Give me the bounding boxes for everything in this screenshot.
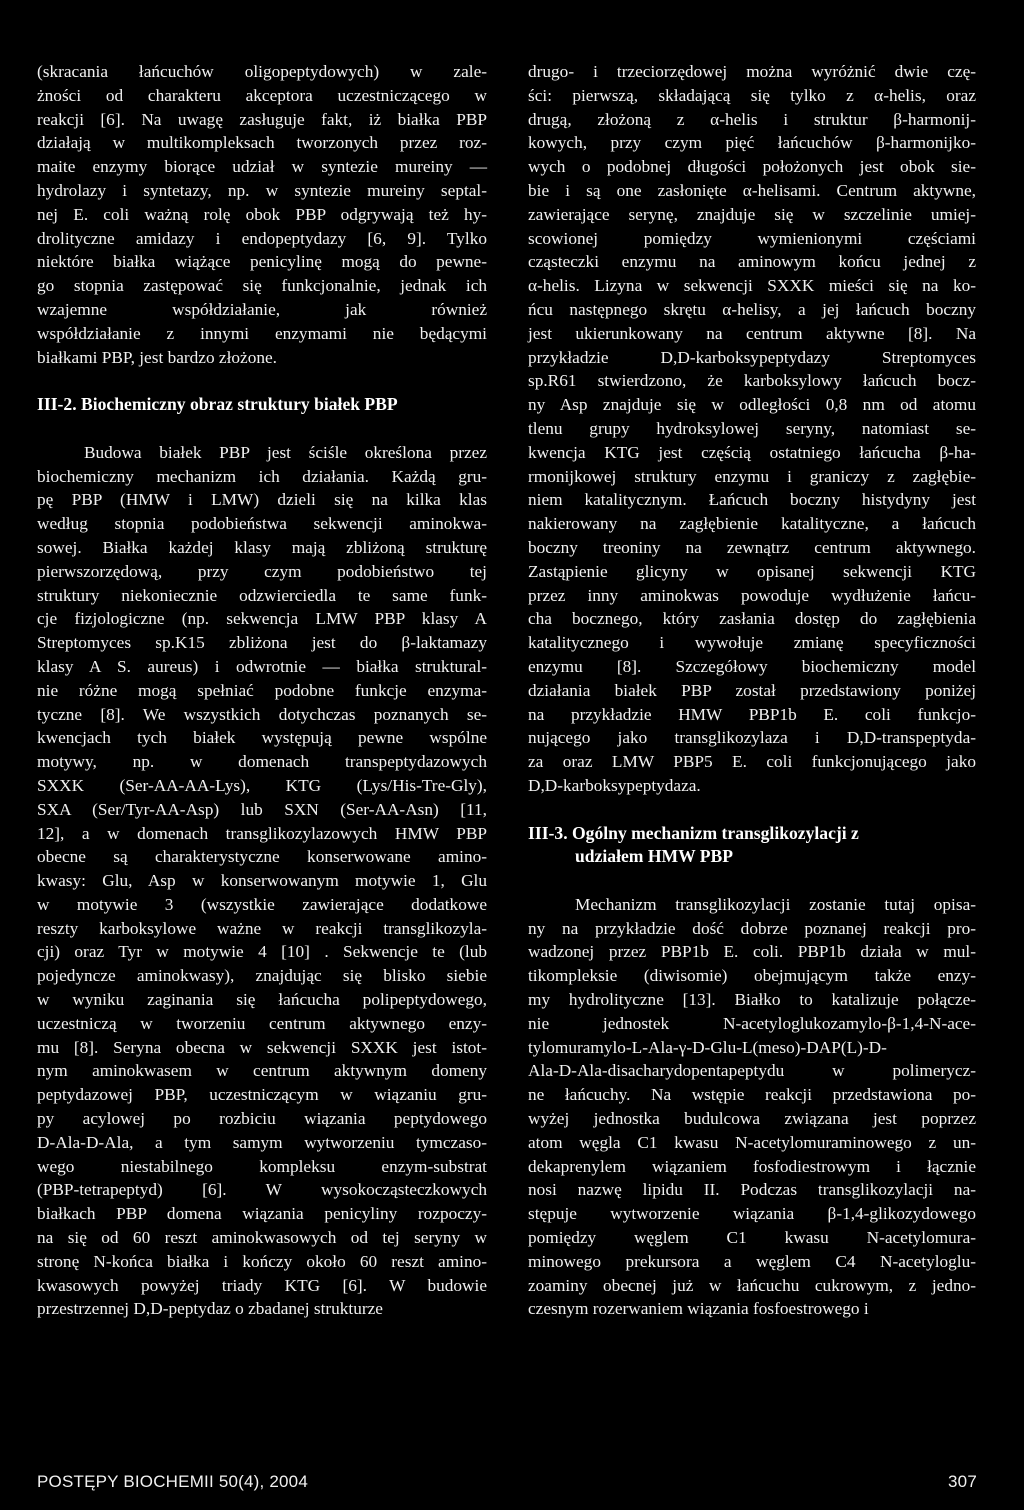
text-line: pojedyncze aminokwasy), znajdując się blisko siebie <box>37 966 487 986</box>
text-line: tyczne [8]. We wszystkich dotychczas poznanych se- <box>37 704 487 724</box>
text-line: niektóre białka wiążące penicylinę mogą do pewne- <box>37 252 487 272</box>
text-line: nującego jako transglikozylaza i D,D-transpeptyda- <box>528 728 976 748</box>
text-line: przykładzie D,D-karboksypeptydazy Streptomyces <box>528 347 976 367</box>
text-line: tlenu grupy hydroksylowej seryny, natomiast se- <box>528 418 976 438</box>
text-line: ny Asp znajduje się w odległości 0,8 nm od atomu <box>528 395 976 415</box>
text-line: na się od 60 reszt aminokwasowych od tej seryny w <box>37 1228 487 1248</box>
text-line: działania białek PBP został przedstawiony poniżej <box>528 680 976 700</box>
text-line: SXA (Ser/Tyr-AA-Asp) lub SXN (Ser-AA-Asn) [11, <box>37 799 487 819</box>
text-line: wego niestabilnego kompleksu enzym-substrat <box>37 1156 487 1176</box>
text-line: Zastąpienie glicyny w opisanej sekwencji KTG <box>528 561 976 581</box>
text-line: reakcji [6]. Na uwagę zasługuje fakt, iż białka PBP <box>37 109 487 129</box>
text-line: (PBP-tetrapeptyd) [6]. W wysokocząsteczkowych <box>37 1180 487 1200</box>
text-line: uczestniczą w tworzeniu centrum aktywnego enzy- <box>37 1013 487 1033</box>
section-heading-iii-3-line2: udziałem HMW PBP <box>575 846 734 867</box>
text-line: stępuje wytworzenie wiązania β-1,4-glikozydowego <box>528 1204 976 1224</box>
text-line: kwencjach tych białek występują pewne wspólne <box>37 728 487 748</box>
text-line: wadzonej przez PBP1b E. coli. PBP1b działa w mul- <box>528 942 976 962</box>
text-line: drugą, złożoną z α-helis i struktur β-harmonij- <box>528 109 976 129</box>
text-line: mu [8]. Seryna obecna w sekwencji SXXK jest istot- <box>37 1037 487 1057</box>
text-line: cji) oraz Tyr w motywie 4 [10] . Sekwencje te (lub <box>37 942 487 962</box>
text-line: motywy, np. w domenach transpeptydazowych <box>37 752 487 772</box>
text-line: białkach PBP domena wiązania penicyliny rozpoczy- <box>37 1204 487 1224</box>
text-line: przestrzennej D,D-peptydaz o zbadanej strukturze <box>37 1299 383 1319</box>
text-line: tikompleksie (diwisomie) obejmującym także enzy- <box>528 966 976 986</box>
text-line: przez inny aminokwas powoduje wydłużenie łańcu- <box>528 585 976 605</box>
section-heading-iii-3-line1: III-3. Ogólny mechanizm transglikozylacji z <box>528 822 859 843</box>
left-paragraph-1 <box>37 60 487 369</box>
text-line: nej E. coli ważną rolę obok PBP odgrywają też hy- <box>37 204 487 224</box>
text-line: w wyniku zaginania się łańcucha polipeptydowego, <box>37 990 487 1010</box>
text-line: pę PBP (HMW i LMW) dzieli się na kilka klas <box>37 490 487 510</box>
text-line: ny na przykładzie dość dobrze poznanej reakcji pro- <box>528 918 976 938</box>
text-line: reszty karboksylowe ważne w reakcji transglikozyla- <box>37 918 487 938</box>
text-line: rmonijkowej struktury enzymu i graniczy z zagłębie- <box>528 466 976 486</box>
text-line: α-helis. Lizyna w sekwencji SXXK mieści się na ko- <box>528 276 976 296</box>
right-paragraph-1 <box>528 60 976 798</box>
text-line: drolityczne amidazy i endopeptydazy [6, 9]. Tylko <box>37 228 487 248</box>
text-line: bie i są one zasłonięte α-helisami. Centrum aktywne, <box>528 180 976 200</box>
text-line: żności od charakteru akceptora uczestniczącego w <box>37 85 487 105</box>
text-line: go stopnia zastępować się funkcjonalnie, jednak ich <box>37 276 487 296</box>
text-line: wzajemne współdziałanie, jak również <box>37 299 487 319</box>
text-line: D,D-karboksypeptydaza. <box>528 775 701 795</box>
text-line: kwasowych powyżej triady KTG [6]. W budowie <box>37 1275 487 1295</box>
text-line: cje fizjologiczne (np. sekwencja LMW PBP klasy A <box>37 609 487 629</box>
text-line: wyżej jednostka budulcowa związana jest poprzez <box>528 1109 976 1129</box>
text-line: atom węgla C1 kwasu N-acetylomuraminowego z un- <box>528 1132 976 1152</box>
text-line: boczny treoniny na zewnątrz centrum aktywnego. <box>528 537 976 557</box>
text-line: zawierające serynę, znajduje się w szczelinie umiej- <box>528 204 976 224</box>
text-line: niem katalitycznym. Łańcuch boczny histydyny jest <box>528 490 976 510</box>
text-line: kowych, przy czym pięć łańcuchów β-harmonijko- <box>528 133 976 153</box>
text-line: pomiędzy węglem C1 kwasu N-acetylomura- <box>528 1228 976 1248</box>
text-line: zoaminy obecnej już w łańcuchu cukrowym, z jedno- <box>528 1275 976 1295</box>
page-number: 307 <box>948 1472 977 1491</box>
text-line: cha bocznego, który zasłania dostęp do zagłębienia <box>528 609 976 629</box>
text-line: nie jednostek N-acetyloglukozamylo-β-1,4-N-ace- <box>528 1013 976 1033</box>
text-line: Mechanizm transglikozylacji zostanie tutaj opisa- <box>575 894 976 914</box>
text-line: w motywie 3 (wszystkie zawierające dodatkowe <box>37 894 487 914</box>
text-line: katalitycznego i wywołuje zmianę specyficzności <box>528 633 976 653</box>
text-line: działają w multikompleksach tworzonych przez roz- <box>37 133 487 153</box>
text-line: D-Ala-D-Ala, a tym samym wytworzeniu tymczaso- <box>37 1132 487 1152</box>
text-line: enzymu [8]. Szczegółowy biochemiczny model <box>528 656 976 676</box>
text-line: hydrolazy i syntetazy, np. w syntezie mureiny septal- <box>37 180 487 200</box>
text-line: py acylowej po rozbiciu wiązania peptydowego <box>37 1109 487 1129</box>
text-line: obecne są charakterystyczne konserwowane amino- <box>37 847 487 867</box>
left-paragraph-2 <box>37 441 487 1321</box>
text-line: struktury niekoniecznie odzwierciedla te same funk- <box>37 585 487 605</box>
text-line: białkami PBP, jest bardzo złożone. <box>37 347 277 367</box>
text-line: pierwszorzędową, przy czym podobieństwo tej <box>37 561 487 581</box>
text-line: SXXK (Ser-AA-AA-Lys), KTG (Lys/His-Tre-Gly), <box>37 775 487 795</box>
text-line: nym aminokwasem w centrum aktywnym domeny <box>37 1061 487 1081</box>
text-line: Streptomyces sp.K15 zbliżona jest do β-laktamazy <box>37 633 487 653</box>
text-line: 12], a w domenach transglikozylazowych HMW PBP <box>37 823 487 843</box>
text-line: kwasy: Glu, Asp w konserwowanym motywie 1, Glu <box>37 871 487 891</box>
text-line: stronę N-końca białka i kończy około 60 reszt amino- <box>37 1251 487 1271</box>
text-line: dekaprenylem wiązaniem fosfodiestrowym i łącznie <box>528 1156 976 1176</box>
text-line: według stopnia podobieństwa sekwencji aminokwa- <box>37 514 487 534</box>
text-line: czesnym rozerwaniem wiązania fosfoestrowego i <box>528 1299 869 1319</box>
text-line: minowego prekursora a węglem C4 N-acetyloglu- <box>528 1251 976 1271</box>
text-line: sp.R61 stwierdzono, że karboksylowy łańcuch bocz- <box>528 371 976 391</box>
text-line: wych o podobnej długości położonych jest obok sie- <box>528 157 976 177</box>
text-line: klasy A S. aureus) i odwrotnie — białka struktural- <box>37 656 487 676</box>
text-line: nie różne mogą spełniać podobne funkcje enzyma- <box>37 680 487 700</box>
journal-footer: POSTĘPY BIOCHEMII 50(4), 2004 <box>37 1472 308 1491</box>
text-line: drugo- i trzeciorzędowej można wyróżnić dwie czę- <box>528 62 976 81</box>
text-line: ńcu następnego skrętu α-helisy, a jej łańcuch boczny <box>528 299 976 319</box>
text-line: ści: pierwszą, składającą się tylko z α-helis, oraz <box>528 85 976 105</box>
right-column <box>528 60 976 1321</box>
text-line: tylomuramylo-L-Ala-γ-D-Glu-L(meso)-DAP(L)-D- <box>528 1037 887 1057</box>
text-line: biochemiczny mechanizm ich działania. Każdą gru- <box>37 466 487 486</box>
text-line: Budowa białek PBP jest ściśle określona przez <box>84 442 487 462</box>
left-column <box>37 60 487 1321</box>
text-line: scowionej pomiędzy wymienionymi częściami <box>528 228 976 248</box>
text-line: nakierowany na zagłębienie katalityczne, a łańcuch <box>528 514 976 534</box>
text-line: maite enzymy biorące udział w syntezie mureiny — <box>37 157 487 177</box>
text-line: my hydrolityczne [13]. Białko to katalizuje połącze- <box>528 990 976 1010</box>
text-line: peptydazowej PBP, uczestniczącym w wiązaniu gru- <box>37 1085 487 1105</box>
text-line: na przykładzie HMW PBP1b E. coli funkcjo- <box>528 704 976 724</box>
text-line: Ala-D-Ala-disacharydopentapeptydu w polimerycz- <box>528 1061 976 1081</box>
section-heading-iii-2: III-2. Biochemiczny obraz struktury białek PBP <box>37 394 398 415</box>
text-line: sowej. Białka każdej klasy mają zbliżoną strukturę <box>37 537 487 557</box>
text-line: za oraz LMW PBP5 E. coli funkcjonującego jako <box>528 752 976 772</box>
text-line: jest ukierunkowany na centrum aktywne [8]. Na <box>528 323 976 343</box>
text-line: współdziałanie z innymi enzymami nie będącymi <box>37 323 487 343</box>
text-line: (skracania łańcuchów oligopeptydowych) w zale- <box>37 62 487 81</box>
text-line: cząsteczki enzymu na aminowym końcu jednej z <box>528 252 976 272</box>
text-line: kwencja KTG jest częścią ostatniego łańcucha β-ha- <box>528 442 976 462</box>
right-paragraph-2 <box>528 893 976 1321</box>
text-line: ne łańcuchy. Na wstępie reakcji przedstawiona po- <box>528 1085 976 1105</box>
text-line: nosi nazwę lipidu II. Podczas transglikozylacji na- <box>528 1180 976 1200</box>
